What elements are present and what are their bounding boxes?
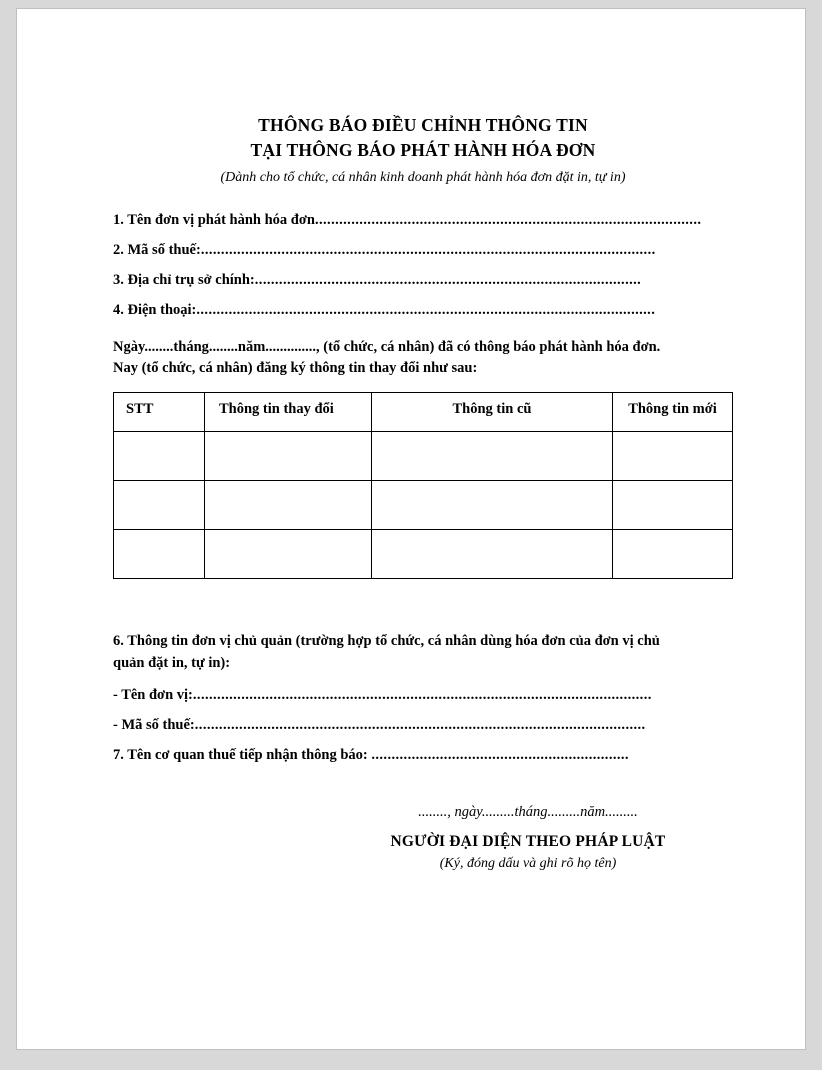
table-row	[114, 529, 733, 578]
table-cell-new-info[interactable]	[613, 529, 733, 578]
table-cell-old-info[interactable]	[372, 431, 613, 480]
section-6-line-1: 6. Thông tin đơn vị chủ quản (trường hợp tổ chức, cá nhân dùng hóa đơn của đơn vị chủ	[113, 632, 660, 649]
document-title-block	[113, 113, 733, 186]
table-header-old-info: Thông tin cũ	[372, 392, 613, 431]
field-label-tax-code: 2. Mã số thuế:	[113, 241, 201, 258]
form-fields	[113, 212, 733, 319]
declaration-line-2: Nay (tổ chức, cá nhân) đăng ký thông tin thay đổi như sau:	[113, 359, 478, 376]
field-label-tax-authority: 7. Tên cơ quan thuế tiếp nhận thông báo:	[113, 747, 368, 764]
table-row	[114, 431, 733, 480]
field-label-address: 3. Địa chỉ trụ sở chính:	[113, 271, 255, 288]
field-row-tax-authority	[113, 747, 733, 764]
changes-table-body	[114, 431, 733, 578]
table-header-changed-info: Thông tin thay đổi	[205, 392, 372, 431]
table-header-stt: STT	[114, 392, 205, 431]
table-cell-changed-info[interactable]	[205, 431, 372, 480]
table-cell-stt[interactable]	[114, 480, 205, 529]
page-title-line-2: TẠI THÔNG BÁO PHÁT HÀNH HÓA ĐƠN	[250, 140, 596, 161]
signature-role: NGƯỜI ĐẠI DIỆN THEO PHÁP LUẬT	[390, 833, 666, 851]
changes-table	[113, 392, 733, 579]
field-label-issuer-name: 1. Tên đơn vị phát hành hóa đơn	[113, 211, 315, 228]
signature-date-line[interactable]: ........, ngày.........tháng.........năm.........	[418, 804, 638, 821]
field-dots-tax-code[interactable]: .................................................................................................................	[200, 241, 656, 258]
section-6-line-2: quản đặt in, tự in):	[113, 654, 231, 671]
field-label-parent-tax-code: - Mã số thuế:	[113, 717, 195, 734]
table-cell-old-info[interactable]	[372, 480, 613, 529]
field-dots-issuer-name[interactable]: ................................................................................................	[314, 211, 702, 228]
table-cell-changed-info[interactable]	[205, 529, 372, 578]
document-content	[113, 113, 733, 872]
field-row-address	[113, 272, 733, 289]
table-cell-new-info[interactable]	[613, 480, 733, 529]
field-dots-parent-tax-code[interactable]: ................................................................................................................	[194, 717, 646, 734]
field-dots-address[interactable]: ................................................................................................	[254, 271, 642, 288]
table-cell-old-info[interactable]	[372, 529, 613, 578]
table-cell-new-info[interactable]	[613, 431, 733, 480]
page-title-line-1: THÔNG BÁO ĐIỀU CHỈNH THÔNG TIN	[258, 115, 588, 135]
field-row-tax-code	[113, 242, 733, 259]
field-dots-tax-authority[interactable]: ................................................................	[371, 747, 629, 764]
field-label-parent-unit-name: - Tên đơn vị:	[113, 687, 193, 704]
table-row	[114, 480, 733, 529]
table-cell-changed-info[interactable]	[205, 480, 372, 529]
changes-table-head	[114, 392, 733, 431]
table-cell-stt[interactable]	[114, 529, 205, 578]
field-row-parent-tax-code	[113, 717, 733, 734]
page-subtitle: (Dành cho tổ chức, cá nhân kinh doanh phát hành hóa đơn đặt in, tự in)	[220, 169, 626, 185]
field-row-phone	[113, 302, 733, 319]
field-dots-phone[interactable]: ..................................................................................................................	[196, 301, 656, 318]
field-row-issuer-name	[113, 212, 733, 229]
field-label-phone: 4. Điện thoại:	[113, 301, 197, 318]
declaration-paragraph	[113, 337, 733, 379]
table-header-row	[114, 392, 733, 431]
field-row-parent-unit-name	[113, 687, 733, 704]
declaration-line-1: Ngày........tháng........năm.............., (tổ chức, cá nhân) đã có thông báo phát hành hóa đơn.	[113, 338, 661, 355]
section-6-heading	[113, 631, 733, 675]
table-header-new-info: Thông tin mới	[613, 392, 733, 431]
signature-block	[113, 804, 733, 872]
field-dots-parent-unit-name[interactable]: ..................................................................................................................	[192, 687, 652, 704]
table-cell-stt[interactable]	[114, 431, 205, 480]
signature-note: (Ký, đóng dấu và ghi rõ họ tên)	[439, 856, 617, 872]
document-page	[16, 8, 806, 1050]
